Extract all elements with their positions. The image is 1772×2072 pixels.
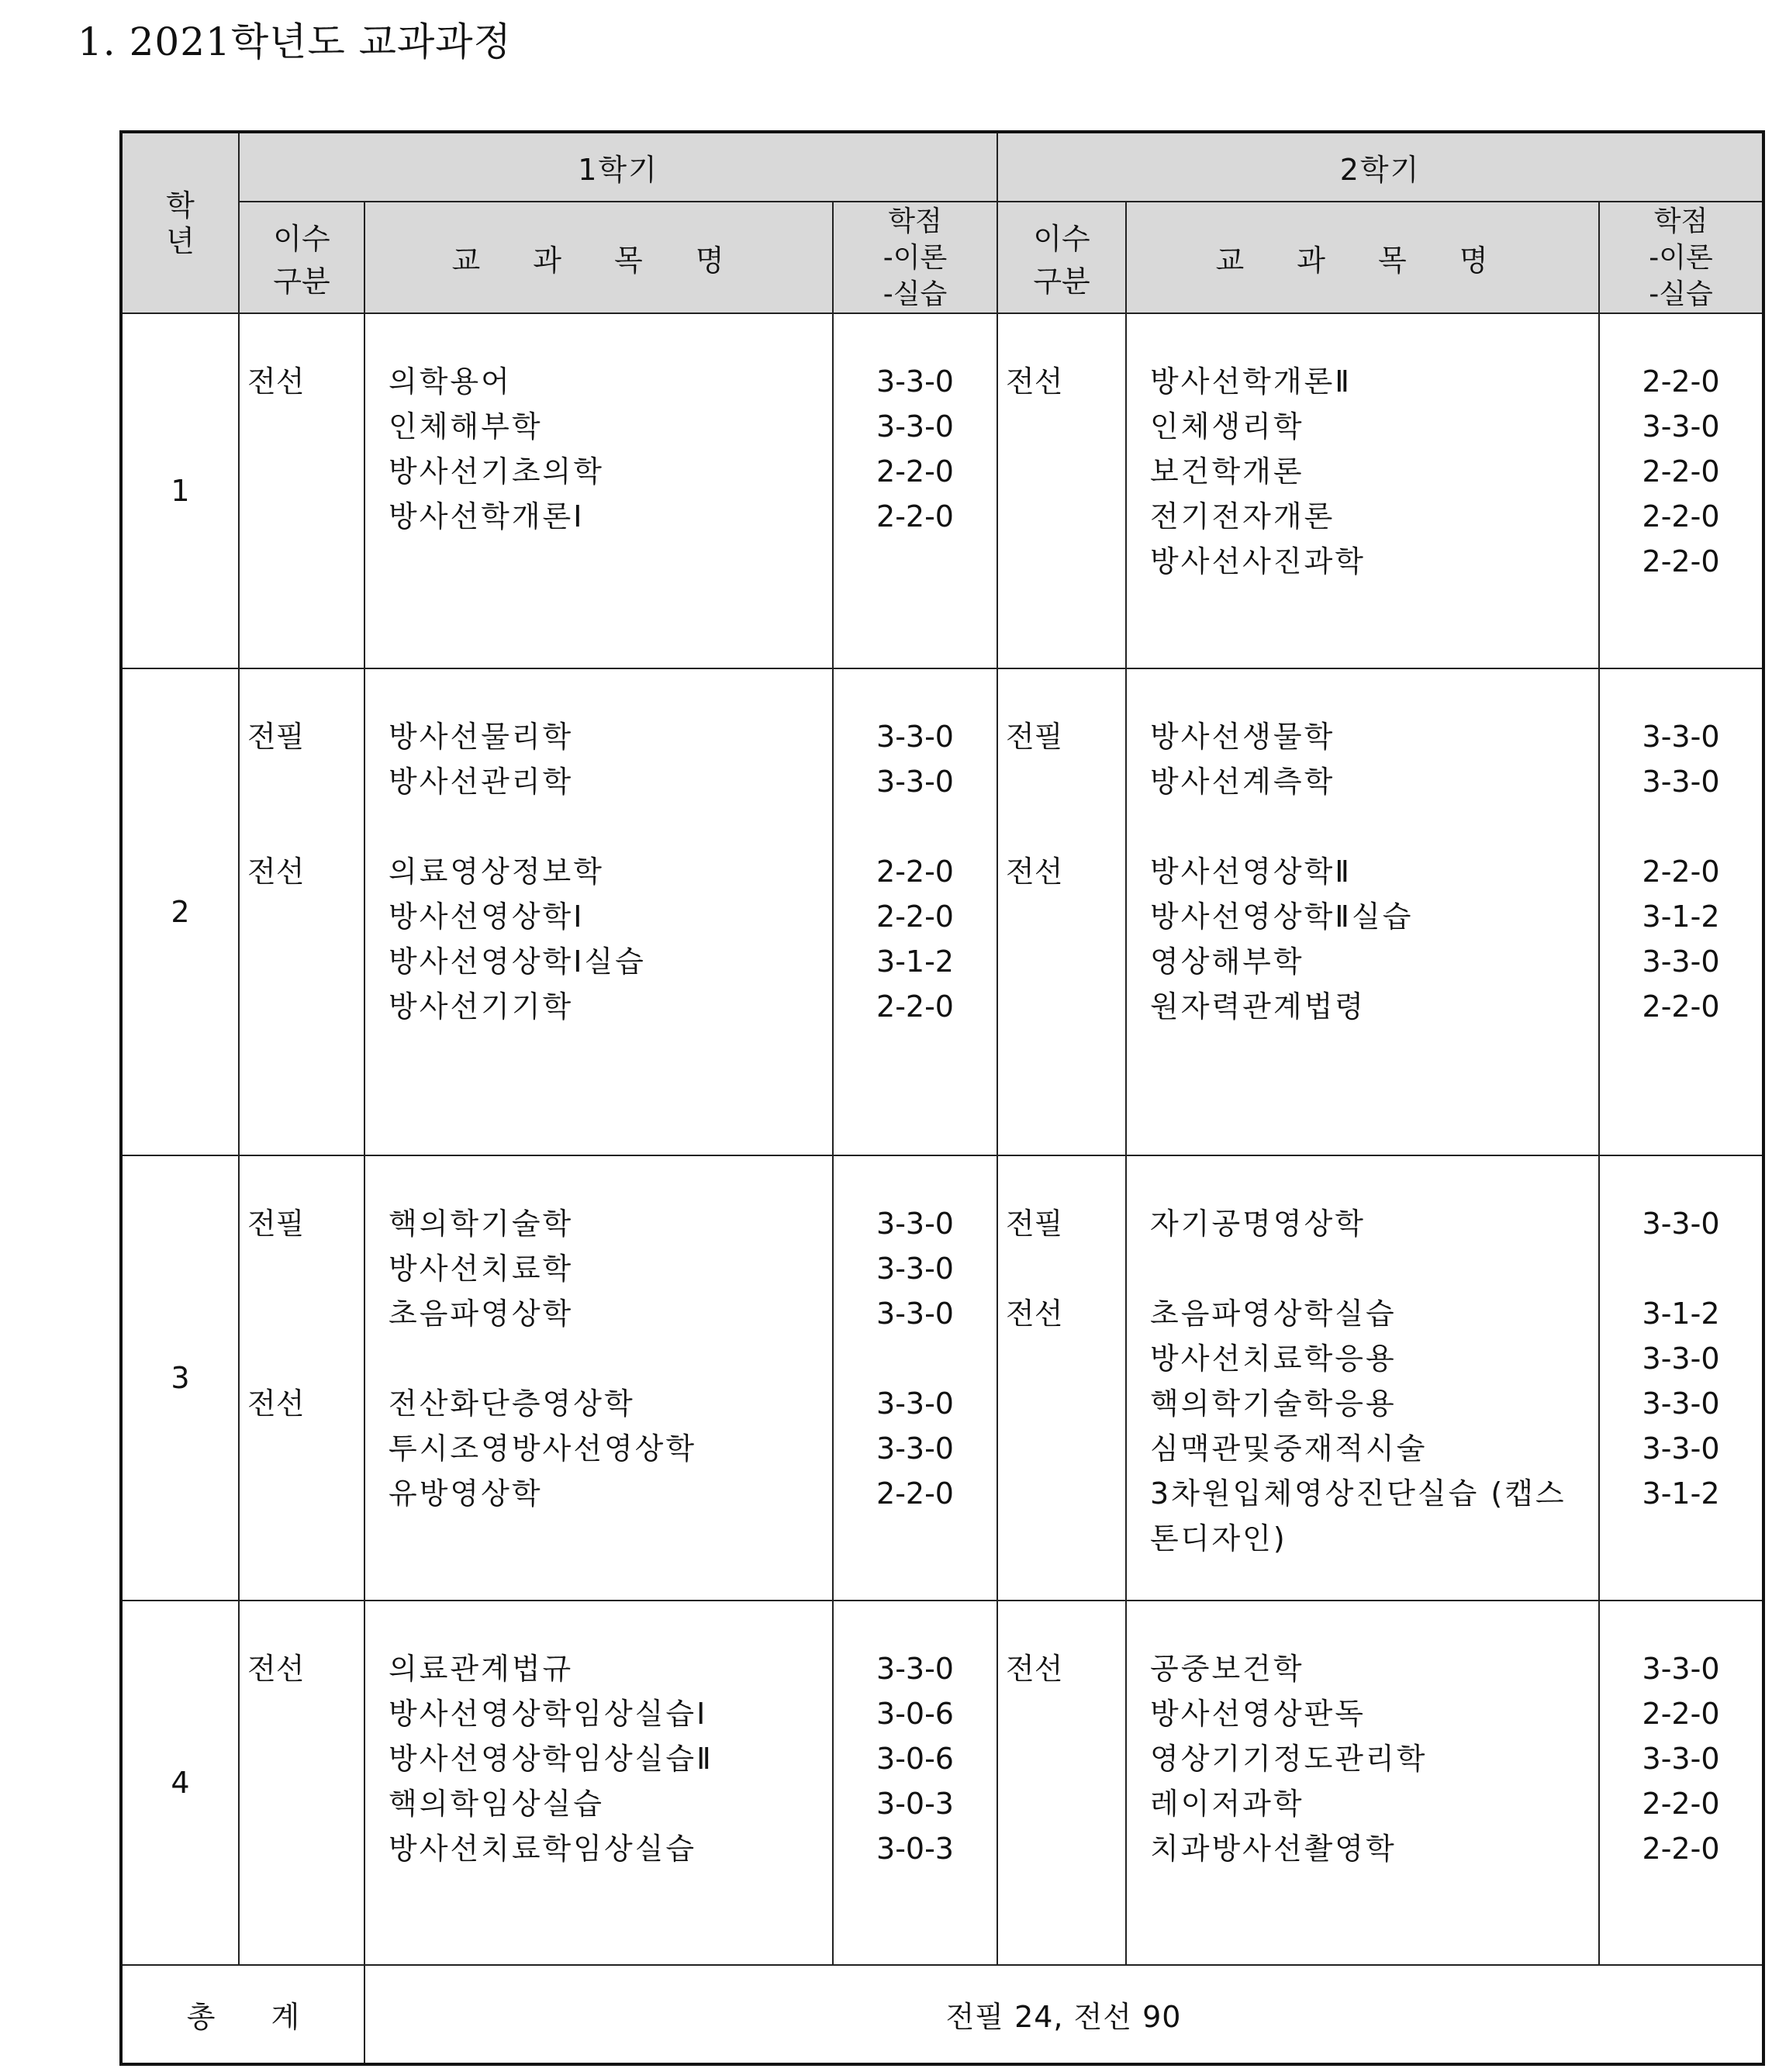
spacer bbox=[1150, 1246, 1598, 1291]
course-category bbox=[247, 1426, 364, 1471]
course-credit: 2-2-0 bbox=[1642, 1787, 1720, 1821]
course-name: 톤디자인) bbox=[1150, 1521, 1287, 1556]
subject-column bbox=[1126, 1601, 1599, 1965]
subject-column bbox=[1126, 313, 1599, 668]
semester2-header: 2학기 bbox=[997, 132, 1763, 202]
category-column bbox=[239, 668, 364, 1155]
course-credit: 2-2-0 bbox=[1642, 364, 1720, 399]
course-credit: 2-2-0 bbox=[1642, 454, 1720, 489]
course-name: 핵의학기술학 bbox=[389, 1207, 574, 1241]
course-name: 방사선관리학 bbox=[389, 765, 574, 799]
course-name: 방사선계측학 bbox=[1150, 765, 1335, 799]
credit-column bbox=[833, 1155, 997, 1601]
course-category: 전선 bbox=[1006, 1652, 1063, 1686]
course-category bbox=[247, 984, 364, 1029]
spacer bbox=[1150, 804, 1598, 849]
course-credit: 3-1-2 bbox=[1642, 900, 1720, 934]
course-name: 의료영상정보학 bbox=[389, 855, 604, 889]
course-category bbox=[1006, 759, 1125, 804]
course-credit: 3-0-3 bbox=[876, 1832, 954, 1866]
course-name: 방사선사진과학 bbox=[1150, 544, 1366, 578]
spacer bbox=[1600, 1246, 1762, 1291]
course-category bbox=[1006, 494, 1125, 539]
course-credit: 2-2-0 bbox=[1642, 855, 1720, 889]
category-column bbox=[997, 313, 1126, 668]
course-category bbox=[1006, 894, 1125, 939]
course-category bbox=[1006, 1516, 1125, 1561]
spacer bbox=[834, 1336, 997, 1381]
credit-column bbox=[833, 313, 997, 668]
spacer bbox=[1006, 1246, 1125, 1291]
course-credit: 3-3-0 bbox=[876, 1431, 954, 1466]
course-category: 전필 bbox=[1006, 1207, 1063, 1241]
course-credit: 3-3-0 bbox=[876, 409, 954, 444]
course-credit: 3-1-2 bbox=[1642, 1297, 1720, 1331]
course-credit: 3-3-0 bbox=[1642, 720, 1720, 754]
course-category bbox=[247, 1781, 364, 1826]
subject-column bbox=[1126, 668, 1599, 1155]
page-title: 1. 2021학년도 교과과정 bbox=[78, 19, 512, 64]
course-name: 핵의학임상실습 bbox=[389, 1787, 604, 1821]
course-credit: 2-2-0 bbox=[1642, 499, 1720, 534]
course-category bbox=[247, 939, 364, 984]
course-category bbox=[1006, 1826, 1125, 1871]
course-category bbox=[247, 1826, 364, 1871]
course-category: 전선 bbox=[247, 1387, 305, 1421]
course-credit: 3-3-0 bbox=[1642, 409, 1720, 444]
course-category: 전선 bbox=[247, 855, 305, 889]
course-category bbox=[1006, 1736, 1125, 1781]
course-credit: 3-3-0 bbox=[876, 765, 954, 799]
subject-header: 교 과 목 명 bbox=[1126, 202, 1599, 313]
category-header: 이수 구분 bbox=[239, 202, 364, 313]
course-name: 전기전자개론 bbox=[1150, 499, 1335, 534]
course-category bbox=[1006, 1336, 1125, 1381]
year-number: 4 bbox=[121, 1601, 239, 1965]
course-credit: 2-2-0 bbox=[1642, 1832, 1720, 1866]
course-name: 인체해부학 bbox=[389, 409, 543, 444]
year-row bbox=[121, 1155, 1763, 1601]
course-category bbox=[1006, 539, 1125, 584]
spacer bbox=[247, 1336, 364, 1381]
course-credit: 2-2-0 bbox=[876, 454, 954, 489]
course-name: 핵의학기술학응용 bbox=[1150, 1387, 1397, 1421]
course-credit: 3-3-0 bbox=[876, 364, 954, 399]
course-category bbox=[247, 759, 364, 804]
course-category bbox=[1006, 1426, 1125, 1471]
course-credit: 3-3-0 bbox=[876, 1652, 954, 1686]
course-name: 원자력관계법령 bbox=[1150, 989, 1366, 1024]
course-category: 전필 bbox=[247, 1207, 305, 1241]
course-category bbox=[1006, 1691, 1125, 1736]
course-credit: 2-2-0 bbox=[876, 499, 954, 534]
course-credit: 3-3-0 bbox=[1642, 1387, 1720, 1421]
course-name: 유방영상학 bbox=[389, 1476, 543, 1511]
course-name: 인체생리학 bbox=[1150, 409, 1304, 444]
year-number: 2 bbox=[121, 668, 239, 1155]
course-name: 방사선영상학Ⅱ bbox=[1150, 855, 1352, 889]
year-number: 1 bbox=[121, 313, 239, 668]
course-name: 의학용어 bbox=[389, 364, 512, 399]
course-credit: 3-3-0 bbox=[876, 1387, 954, 1421]
course-credit: 3-0-6 bbox=[876, 1742, 954, 1776]
course-name: 방사선영상학임상실습Ⅰ bbox=[389, 1697, 708, 1731]
course-name: 방사선기기학 bbox=[389, 989, 574, 1024]
course-credit: 2-2-0 bbox=[876, 1476, 954, 1511]
course-name: 심맥관및중재적시술 bbox=[1150, 1431, 1428, 1466]
course-name: 방사선영상학임상실습Ⅱ bbox=[389, 1742, 713, 1776]
credit-column bbox=[1599, 668, 1763, 1155]
course-credit bbox=[1600, 1516, 1762, 1561]
course-category bbox=[247, 1736, 364, 1781]
total-value: 전필 24, 전선 90 bbox=[364, 1965, 1763, 2064]
subject-column bbox=[364, 313, 833, 668]
course-category bbox=[247, 494, 364, 539]
category-column bbox=[239, 313, 364, 668]
credit-header: 학점 -이론 -실습 bbox=[833, 202, 997, 313]
course-category bbox=[247, 1471, 364, 1516]
course-name: 방사선치료학 bbox=[389, 1252, 574, 1286]
course-name: 방사선영상학Ⅱ실습 bbox=[1150, 900, 1414, 934]
subject-header: 교 과 목 명 bbox=[364, 202, 833, 313]
course-category bbox=[1006, 404, 1125, 449]
course-name: 방사선기초의학 bbox=[389, 454, 604, 489]
course-category: 전선 bbox=[247, 364, 305, 399]
course-credit: 3-3-0 bbox=[1642, 1207, 1720, 1241]
category-column bbox=[997, 1155, 1126, 1601]
course-name: 초음파영상학실습 bbox=[1150, 1297, 1397, 1331]
course-name: 레이저과학 bbox=[1150, 1787, 1304, 1821]
course-name: 방사선영상판독 bbox=[1150, 1697, 1366, 1731]
course-name: 영상해부학 bbox=[1150, 944, 1304, 979]
credit-column bbox=[1599, 1601, 1763, 1965]
category-column bbox=[997, 668, 1126, 1155]
year-row bbox=[121, 1601, 1763, 1965]
spacer bbox=[389, 804, 832, 849]
total-label: 총 계 bbox=[121, 1965, 364, 2064]
credit-header: 학점 -이론 -실습 bbox=[1599, 202, 1763, 313]
course-name: 전산화단층영상학 bbox=[389, 1387, 635, 1421]
course-name: 투시조영방사선영상학 bbox=[389, 1431, 697, 1466]
course-name: 방사선물리학 bbox=[389, 720, 574, 754]
category-column bbox=[239, 1155, 364, 1601]
course-credit: 3-3-0 bbox=[876, 1207, 954, 1241]
subject-column bbox=[364, 1155, 833, 1601]
semester1-header: 1학기 bbox=[239, 132, 997, 202]
course-category: 전선 bbox=[247, 1652, 305, 1686]
credit-column bbox=[833, 1601, 997, 1965]
course-name: 의료관계법규 bbox=[389, 1652, 574, 1686]
course-category bbox=[1006, 1471, 1125, 1516]
course-credit: 2-2-0 bbox=[876, 900, 954, 934]
year-header: 학년 bbox=[121, 132, 239, 313]
course-name: 영상기기정도관리학 bbox=[1150, 1742, 1428, 1776]
course-credit: 3-0-6 bbox=[876, 1697, 954, 1731]
course-name: 방사선치료학임상실습 bbox=[389, 1832, 697, 1866]
course-category bbox=[247, 449, 364, 494]
course-credit: 3-3-0 bbox=[1642, 1652, 1720, 1686]
year-number: 3 bbox=[121, 1155, 239, 1601]
course-category bbox=[1006, 984, 1125, 1029]
course-credit: 3-3-0 bbox=[1642, 1431, 1720, 1466]
course-category bbox=[247, 894, 364, 939]
category-column bbox=[997, 1601, 1126, 1965]
course-name: 방사선영상학Ⅰ실습 bbox=[389, 944, 646, 979]
spacer bbox=[1006, 804, 1125, 849]
course-category: 전필 bbox=[1006, 720, 1063, 754]
year-row bbox=[121, 668, 1763, 1155]
course-credit: 3-3-0 bbox=[1642, 1342, 1720, 1376]
course-credit: 2-2-0 bbox=[1642, 1697, 1720, 1731]
course-credit: 2-2-0 bbox=[1642, 544, 1720, 578]
curriculum-table bbox=[119, 130, 1765, 2066]
course-category bbox=[1006, 449, 1125, 494]
subject-column bbox=[1126, 1155, 1599, 1601]
course-category bbox=[1006, 1381, 1125, 1426]
course-name: 3차원입체영상진단실습 (캡스 bbox=[1150, 1476, 1566, 1511]
course-name: 자기공명영상학 bbox=[1150, 1207, 1366, 1241]
course-name: 공중보건학 bbox=[1150, 1652, 1304, 1686]
credit-column bbox=[833, 668, 997, 1155]
credit-column bbox=[1599, 313, 1763, 668]
course-credit: 2-2-0 bbox=[876, 989, 954, 1024]
year-row bbox=[121, 313, 1763, 668]
course-credit: 3-3-0 bbox=[876, 1297, 954, 1331]
course-name: 방사선영상학Ⅰ bbox=[389, 900, 585, 934]
course-credit: 3-3-0 bbox=[1642, 765, 1720, 799]
course-name: 치과방사선촬영학 bbox=[1150, 1832, 1397, 1866]
course-name: 방사선학개론Ⅰ bbox=[389, 499, 585, 534]
course-name: 보건학개론 bbox=[1150, 454, 1304, 489]
spacer bbox=[247, 804, 364, 849]
course-category bbox=[247, 1291, 364, 1336]
course-credit: 2-2-0 bbox=[1642, 989, 1720, 1024]
course-category bbox=[247, 404, 364, 449]
course-name: 방사선생물학 bbox=[1150, 720, 1335, 754]
course-credit: 2-2-0 bbox=[876, 855, 954, 889]
course-category: 전필 bbox=[247, 720, 305, 754]
course-name: 방사선학개론Ⅱ bbox=[1150, 364, 1352, 399]
course-category bbox=[247, 1691, 364, 1736]
subject-column bbox=[364, 668, 833, 1155]
course-credit: 3-1-2 bbox=[876, 944, 954, 979]
course-credit: 3-0-3 bbox=[876, 1787, 954, 1821]
subject-column bbox=[364, 1601, 833, 1965]
course-category bbox=[1006, 1781, 1125, 1826]
spacer bbox=[834, 804, 997, 849]
course-category: 전선 bbox=[1006, 855, 1063, 889]
course-credit: 3-3-0 bbox=[876, 720, 954, 754]
category-header: 이수 구분 bbox=[997, 202, 1126, 313]
course-credit: 3-3-0 bbox=[1642, 1742, 1720, 1776]
spacer bbox=[1600, 804, 1762, 849]
course-category: 전선 bbox=[1006, 1297, 1063, 1331]
course-name: 초음파영상학 bbox=[389, 1297, 574, 1331]
course-category: 전선 bbox=[1006, 364, 1063, 399]
course-name: 방사선치료학응용 bbox=[1150, 1342, 1397, 1376]
course-credit: 3-1-2 bbox=[1642, 1476, 1720, 1511]
course-category bbox=[247, 1246, 364, 1291]
category-column bbox=[239, 1601, 364, 1965]
course-credit: 3-3-0 bbox=[1642, 944, 1720, 979]
credit-column bbox=[1599, 1155, 1763, 1601]
course-credit: 3-3-0 bbox=[876, 1252, 954, 1286]
course-category bbox=[1006, 939, 1125, 984]
spacer bbox=[389, 1336, 832, 1381]
